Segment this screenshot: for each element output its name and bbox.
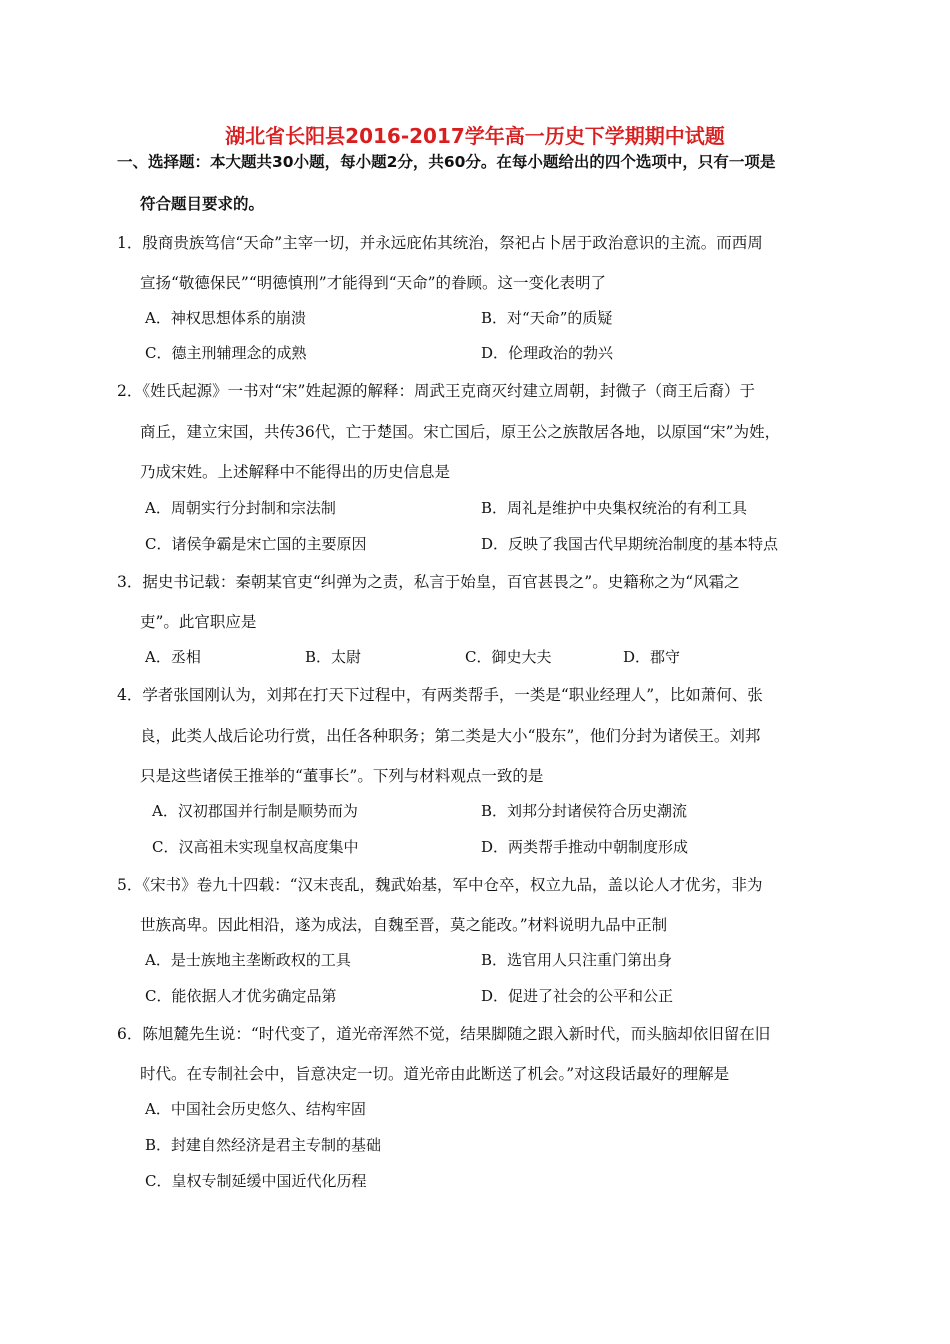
question-6-line-2: 时代。在专制社会中，旨意决定一切。道光帝由此断送了机会。”对这段话最好的理解是: [140, 1065, 730, 1083]
question-5-line-2: 世族高卑。因此相沿，遂为成法，自魏至晋，莫之能改。”材料说明九品中正制: [140, 916, 668, 934]
question-3-option-c: C．御史大夫: [465, 648, 552, 666]
question-2-option-b: B．周礼是维护中央集权统治的有利工具: [481, 499, 748, 517]
question-2-option-d: D．反映了我国古代早期统治制度的基本特点: [481, 535, 779, 553]
exam-title: 湖北省长阳县2016-2017学年高一历史下学期期中试题: [225, 124, 725, 148]
question-4-option-a: A．汉初郡国并行制是顺势而为: [152, 802, 358, 820]
section-instruction-line2: 符合题目要求的。: [140, 195, 265, 213]
question-2-option-a: A．周朝实行分封制和宗法制: [145, 499, 336, 517]
question-4-line-3: 只是这些诸侯王推举的“董事长”。下列与材料观点一致的是: [140, 767, 544, 785]
question-3-option-b: B．太尉: [305, 648, 362, 666]
question-5-option-d: D．促进了社会的公平和公正: [481, 987, 674, 1005]
question-3-line-1: 3．据史书记载：秦朝某官吏“纠弹为之责，私言于始皇，百官甚畏之”。史籍称之为“风霜之: [117, 573, 740, 591]
question-6-option-c: C．皇权专制延缓中国近代化历程: [145, 1172, 367, 1190]
question-2-line-2: 商丘，建立宋国，共传36代，亡于楚国。宋亡国后，原王公之族散居各地，以原国“宋”为姓，: [140, 423, 781, 441]
question-4-line-1: 4．学者张国刚认为，刘邦在打天下过程中，有两类帮手，一类是“职业经理人”，比如萧何、张: [117, 686, 763, 704]
question-5-option-c: C．能依据人才优劣确定品第: [145, 987, 337, 1005]
question-2-line-3: 乃成宋姓。上述解释中不能得出的历史信息是: [140, 463, 451, 481]
question-2-option-c: C．诸侯争霸是宋亡国的主要原因: [145, 535, 367, 553]
question-5-option-b: B．选官用人只注重门第出身: [481, 951, 673, 969]
question-1-option-b: B．对“天命”的质疑: [481, 309, 613, 327]
question-4-line-2: 良，此类人战后论功行赏，出任各种职务；第二类是大小“股东”，他们分封为诸侯王。刘邦: [140, 727, 761, 745]
question-1-line-2: 宣扬“敬德保民”“明德慎刑”才能得到“天命”的眷顾。这一变化表明了: [140, 274, 607, 292]
question-3-option-a: A．丞相: [145, 648, 201, 666]
question-1-option-a: A．神权思想体系的崩溃: [145, 309, 306, 327]
question-4-option-d: D．两类帮手推动中朝制度形成: [481, 838, 689, 856]
question-1-option-c: C．德主刑辅理念的成熟: [145, 344, 307, 362]
question-5-line-1: 5．《宋书》卷九十四载：“汉末丧乱，魏武始基，军中仓卒，权立九品，盖以论人才优劣，非为: [117, 876, 763, 894]
question-1-line-1: 1．殷商贵族笃信“天命”主宰一切，并永远庇佑其统治，祭祀占卜居于政治意识的主流。而西周: [117, 234, 763, 252]
section-instruction-line1: 一、选择题：本大题共30小题，每小题2分，共60分。在每小题给出的四个选项中，只有一项是: [117, 153, 776, 171]
question-4-option-b: B．刘邦分封诸侯符合历史潮流: [481, 802, 688, 820]
question-6-option-b: B．封建自然经济是君主专制的基础: [145, 1136, 382, 1154]
question-6-line-1: 6．陈旭麓先生说：“时代变了，道光帝浑然不觉，结果脚随之跟入新时代，而头脑却依旧留在旧: [117, 1025, 771, 1043]
question-6-option-a: A．中国社会历史悠久、结构牢固: [145, 1100, 366, 1118]
question-3-line-2: 吏”。此官职应是: [140, 613, 257, 631]
question-1-option-d: D．伦理政治的勃兴: [481, 344, 614, 362]
question-4-option-c: C．汉高祖未实现皇权高度集中: [152, 838, 359, 856]
question-3-option-d: D．郡守: [623, 648, 681, 666]
question-5-option-a: A．是士族地主垄断政权的工具: [145, 951, 351, 969]
question-2-line-1: 2．《姓氏起源》一书对“宋”姓起源的解释：周武王克商灭纣建立周朝，封微子（商王后裔）于: [117, 382, 755, 400]
